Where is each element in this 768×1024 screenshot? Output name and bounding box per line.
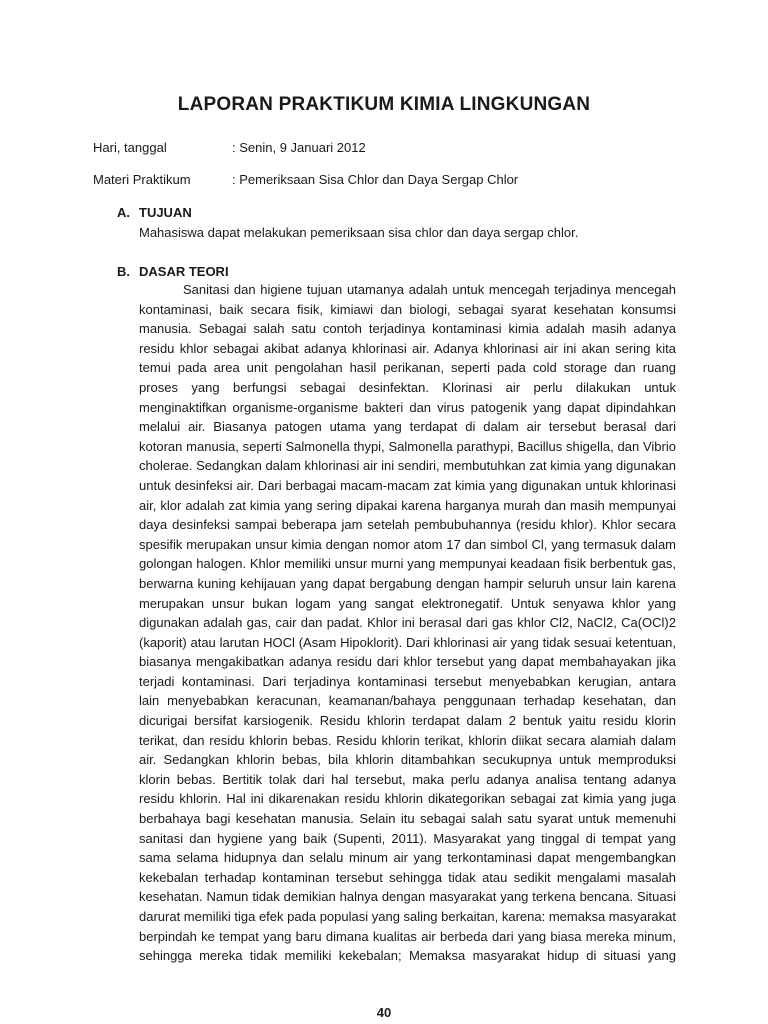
paragraph-line: melalui air. Biasanya patogen utama yang terdapat di dalam air tersebut berasal dari [139, 419, 676, 435]
paragraph-line: terjadi kontaminasi. Dari terjadinya kontaminasi tersebut menyebabkan kerugian, antara [139, 673, 676, 689]
paragraph-line: klorin bebas. Bertitik tolak dari hal tersebut, maka perlu adanya analisa tentang adanya [139, 771, 676, 787]
paragraph-line: Sanitasi dan higiene tujuan utamanya adalah untuk mencegah terjadinya mencegah [183, 282, 676, 297]
meta-value-date: : Senin, 9 Januari 2012 [232, 140, 366, 155]
paragraph-line: daya desinfeksi sampai beberapa jam setelah pembubuhannya (residu khlor). Khlor secara [139, 517, 676, 533]
paragraph-line: (kaporit) atau larutan HOCl (Asam Hipoklorit). Dari khlorinasi air yang tidak sesuai ketentuan, [139, 634, 676, 650]
paragraph-line: spesifik merupakan unsur kimia dengan nomor atom 17 dan simbol Cl, yang termasuk dalam [139, 536, 676, 552]
document-title: LAPORAN PRAKTIKUM KIMIA LINGKUNGAN [177, 94, 591, 115]
paragraph-line: merupakan unsur bukan logam yang sangat elektronegatif. Untuk senyawa khlor yang [139, 595, 676, 611]
paragraph-line: lain menyebabkan keracunan, keamanan/bahaya penggunaan terhadap kesehatan, dan [139, 693, 676, 709]
paragraph-line: golongan halogen. Khlor memiliki unsur murni yang mempunyai keadaan fisik berbentuk gas, [139, 556, 676, 572]
paragraph-line: sanitasi dan hygiene yang baik (Supenti, 2011). Masyarakat yang tinggal di tempat yang [139, 830, 676, 846]
paragraph-line: terikat, dan residu khlorin bebas. Residu khlorin terikat, khlorin diikat secara alamiah dalam [139, 732, 676, 748]
paragraph-line: kotoran manusia, seperti Salmonella thypi, Salmonella parathypi, Bacillus shigella, dan Vibrio [139, 438, 676, 454]
paragraph-line: sehingga mereka tidak memiliki kekebalan; Memaksa masyarakat hidup di situasi yang [139, 948, 676, 964]
paragraph-line: sama selama hidupnya dan selalu minum air yang terkontaminasi dapat mengembangkan [139, 850, 676, 866]
paragraph-line: biasanya mengakibatkan adanya residu dari khlor tersebut yang dapat membahayakan jika [139, 654, 676, 670]
section-letter-b: B. [117, 264, 130, 279]
paragraph-line: berbahaya bagi kesehatan manusia. Selain itu sebagai salah satu syarat untuk memenuhi [139, 811, 676, 827]
paragraph-line: berpindah ke tempat yang baru dimana kualitas air berbeda dari yang biasa mereka minum, [139, 928, 676, 944]
paragraph-line: residu khlor sebagai akibat adanya khlorinasi air. Adanya khlorinasi air ini akan sering kita [139, 340, 676, 356]
paragraph-line: kekebalan terhadap kontaminan tersebut sehingga tidak atau sedikit mengalami masalah [139, 869, 676, 885]
paragraph-line: air. Sedangkan khlorin bebas, bila khlorin ditambahkan secukupnya untuk memproduksi [139, 752, 676, 768]
section-title-tujuan: TUJUAN [139, 205, 192, 220]
section-title-dasar-teori: DASAR TEORI [139, 264, 229, 279]
paragraph-line: kontaminasi, baik secara fisik, kimiawi dan biologi, sebagai syarat kesehatan konsumsi [139, 301, 676, 317]
paragraph-line: cholerae. Sedangkan dalam khlorinasi air ini sendiri, membutuhkan zat kimia yang digunakan [139, 458, 676, 474]
meta-value-subject: : Pemeriksaan Sisa Chlor dan Daya Sergap Chlor [232, 172, 519, 187]
paragraph-line: kesehatan. Namun tidak demikian halnya dengan masyarakat yang terkena bencana. Situasi [139, 889, 676, 905]
meta-row-date [93, 140, 366, 155]
paragraph-line: dicurigai bersifat karsiogenik. Residu khlorin terdapat dalam 2 bentuk yaitu residu klorin [139, 713, 676, 729]
page-number: 40 [376, 1005, 392, 1020]
paragraph-line: residu khlorin. Hal ini dikarenakan residu khlorin dikategorikan sebagai zat kimia yang juga [139, 791, 676, 807]
paragraph-line: darurat memiliki tiga efek pada populasi yang saling berkaitan, karena: memaksa masyarakat [139, 909, 676, 924]
section-body-tujuan: Mahasiswa dapat melakukan pemeriksaan sisa chlor dan daya sergap chlor. [139, 225, 579, 240]
paragraph-line: manusia. Sebagai salah satu contoh terjadinya kontaminasi kimia adalah masih adanya [139, 321, 676, 337]
section-letter-a: A. [117, 205, 130, 220]
paragraph-line: berwarna kuning kehijauan yang dapat bergabung dengan hampir seluruh unsur lain karena [139, 575, 676, 591]
paragraph-line: menginaktifkan organisme-organisme bakteri dan virus patogenik yang dapat dipindahkan [139, 399, 676, 415]
paragraph-line: air, klor adalah zat kimia yang sering dipakai karena harganya murah dan masih mempunyai [139, 497, 676, 513]
paragraph-line: digunakan adalah gas, cair dan padat. Khlor ini berasal dari gas khlor Cl2, NaCl2, Ca(OCl)2 [139, 615, 676, 631]
meta-label-subject: Materi Praktikum [93, 172, 191, 187]
dasar-teori-paragraph [139, 280, 676, 966]
paragraph-line: proses yang berfungsi sebagai desinfektan. Klorinasi air perlu dilakukan untuk [139, 379, 676, 395]
section-heading-tujuan [117, 205, 192, 220]
section-heading-dasar-teori [117, 264, 229, 279]
paragraph-line: untuk desinfeksi air. Dari berbagai macam-macam zat kimia yang digunakan untuk khlorinasi [139, 477, 676, 493]
meta-row-subject [93, 172, 518, 187]
paragraph-line: temui pada area unit pengolahan hasil perikanan, seperti pada cold storage dan ruang [139, 360, 676, 376]
meta-label-date: Hari, tanggal [93, 140, 167, 155]
